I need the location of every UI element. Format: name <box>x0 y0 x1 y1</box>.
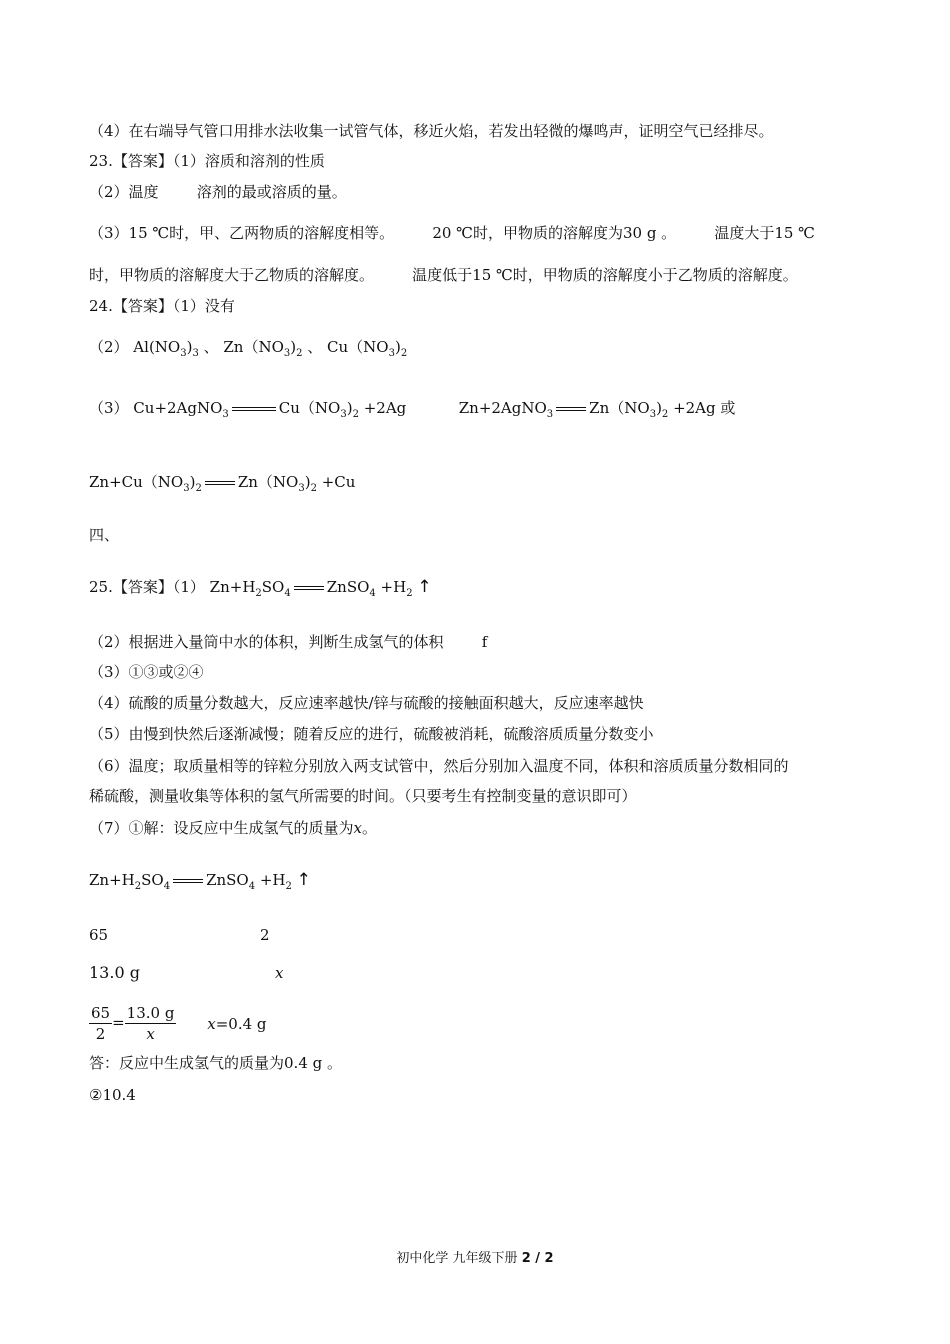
answer-line: （5）由慢到快然后逐渐减慢；随着反应的进行，硫酸被消耗，硫酸溶质质量分数变小 <box>89 725 654 743</box>
answer-line: （2）根据进入量筒中水的体积，判断生成氢气的体积 f <box>89 633 488 651</box>
section-heading: 四、 <box>89 526 120 544</box>
answer-line: 稀硫酸，测量收集等体积的氢气所需要的时间。（只要考生有控制变量的意识即可） <box>89 787 637 805</box>
answer-line: 时，甲物质的溶解度大于乙物质的溶解度。 温度低于15 ℃时，甲物质的溶解度小于乙物质的溶解度。 <box>89 266 798 284</box>
answer-line: ②10.4 <box>89 1086 136 1104</box>
page-footer: 初中化学 九年级下册 2 / 2 <box>396 1251 554 1266</box>
proportion: $\frac{65}{2}$ = $\frac{13.0 g}{x}$ x=0.4 g <box>91 1004 267 1043</box>
equation-line: （3） Cu+2AgNO$_3$ $Cu(NO_3)_2 +2Ag$ Zn+2AgNO$_3$ $Zn(NO_3)_2 +2Ag$ 或 <box>89 399 736 420</box>
formula-line: （2） $Al(NO_3)_3$ 、 $Zn(NO_3)_2$ 、 $Cu(NO_3)_2$ <box>89 338 408 359</box>
answer-line: （4）硫酸的质量分数越大，反应速率越快/锌与硫酸的接触面积越大，反应速率越快 <box>89 694 644 712</box>
answer-line: （2）温度 溶剂的最或溶质的量。 <box>89 183 347 201</box>
q23-heading: 23.【答案】（1）溶质和溶剂的性质 <box>89 152 325 170</box>
calc-value: 13.0 g <box>89 963 140 982</box>
answer-line: （7）①解：设反应中生成氢气的质量为x。 <box>89 819 378 837</box>
calc-value: 65 <box>89 926 109 944</box>
page-number: 2 / 2 <box>521 1251 554 1266</box>
q24-heading: 24.【答案】（1）没有 <box>89 297 235 315</box>
answer-line: （3）15 ℃时，甲、乙两物质的溶解度相等。 20 ℃时，甲物质的溶解度为30 g 。 温度大于15 ℃ <box>89 224 815 242</box>
q25-heading: 25.【答案】（1） $Zn+H_2SO_4$ ZnSO$_4$ $+H_2$ ↑ <box>89 577 432 599</box>
answer-line: 答：反应中生成氢气的质量为0.4 g 。 <box>89 1054 342 1072</box>
equation-line: $Zn+Cu(NO_3)_2$ $Zn(NO_3)_2 +Cu$ <box>89 473 356 494</box>
answer-line: （4）在右端导气管口用排水法收集一试管气体，移近火焰，若发出轻微的爆鸣声，证明空气已经排尽。 <box>89 122 774 140</box>
answer-line: （3）①③或②④ <box>89 663 204 681</box>
answer-line: （6）温度；取质量相等的锌粒分别放入两支试管中，然后分别加入温度不同，体积和溶质质量分数相同的 <box>89 757 789 775</box>
calc-value: x <box>275 964 284 982</box>
calc-value: 2 <box>260 926 270 944</box>
equation-line: $Zn+H_2SO_4$ ZnSO$_4$ $+H_2$ ↑ <box>89 870 311 892</box>
